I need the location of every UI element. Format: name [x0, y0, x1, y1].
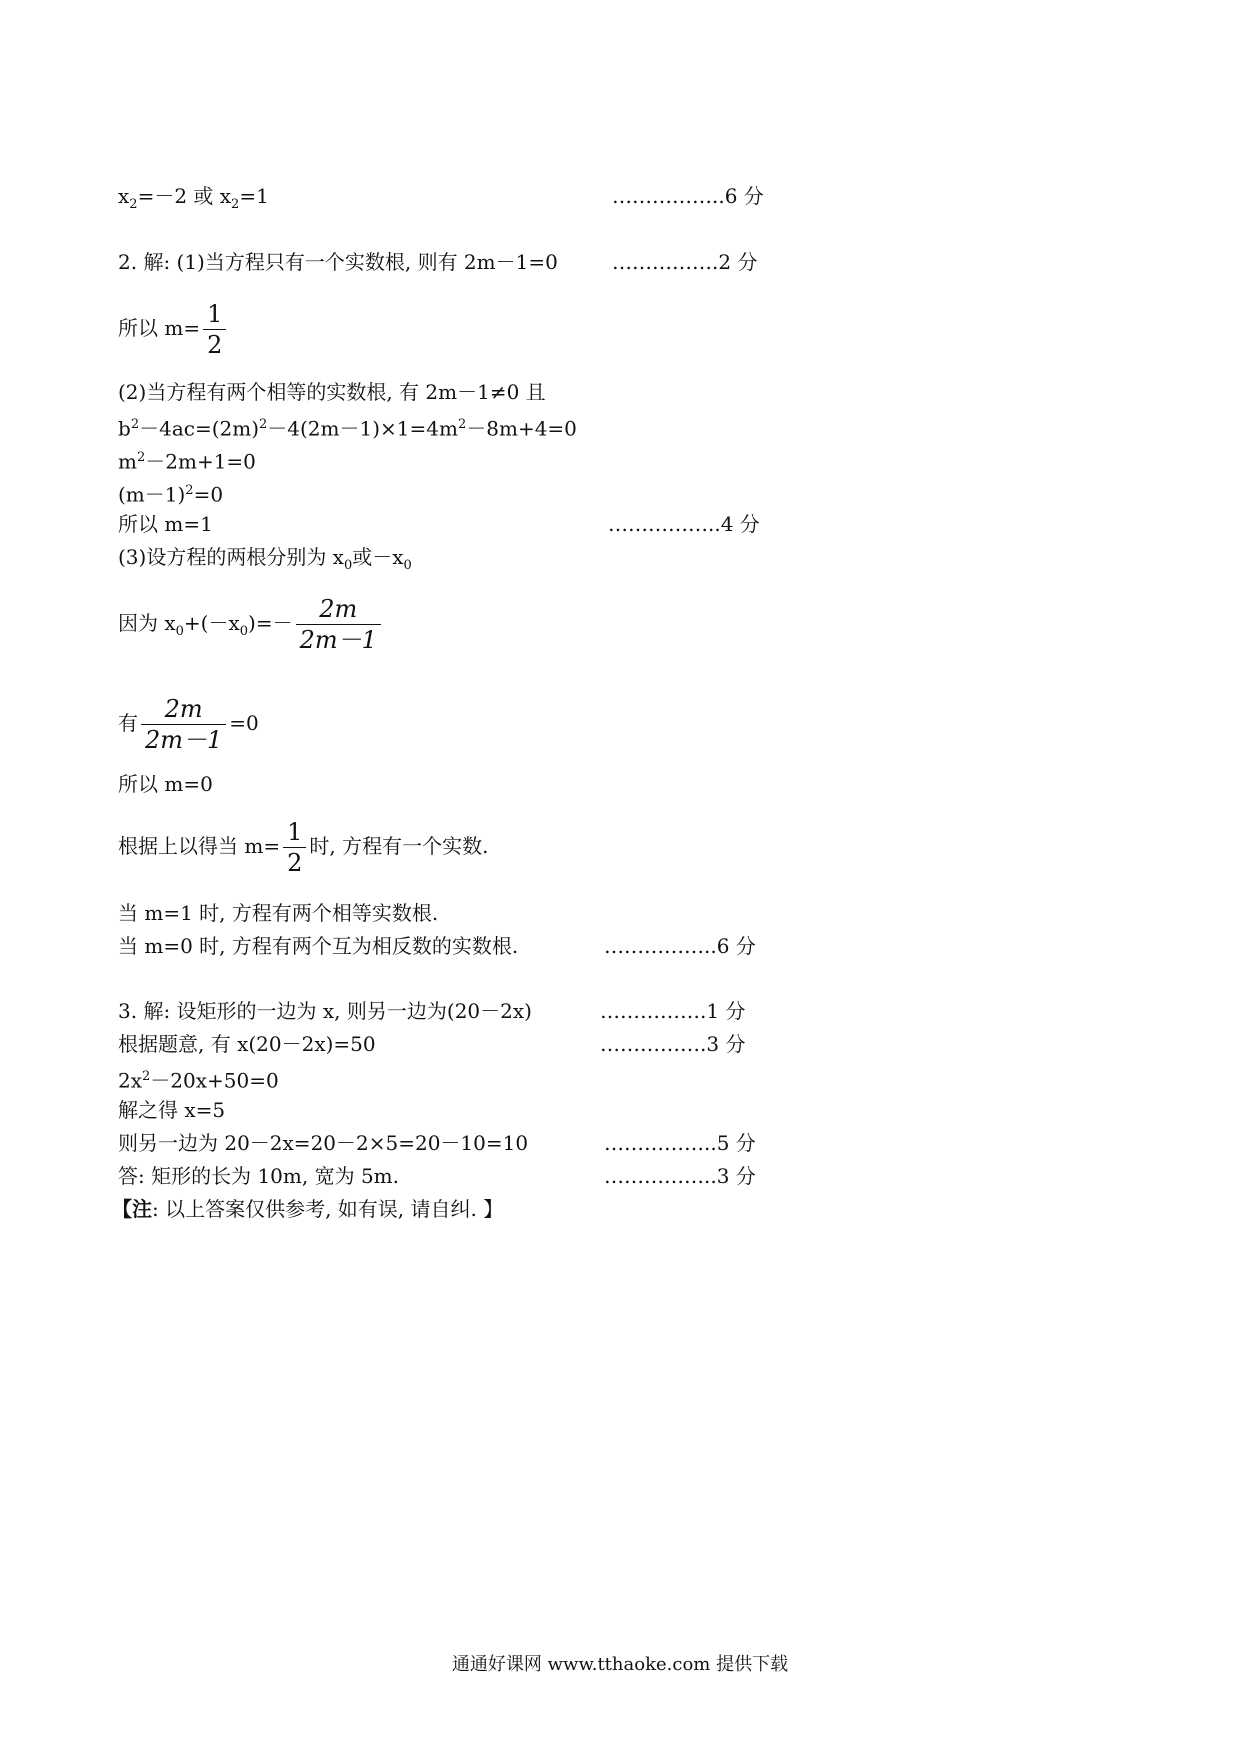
q3-quadratic-line: $2x^2-20x+50=0$ — [118, 1068, 279, 1093]
score-1: …………….1 分 — [600, 999, 746, 1023]
fraction-one-half-b: $\frac{1}{2}$ — [283, 817, 306, 878]
fraction-2m-over-2m-1-a: $\frac{2m}{2m-1}$ — [296, 594, 381, 655]
score-5: ……………..5 分 — [604, 1131, 756, 1155]
q3-other-side-line: 则另一边为 20－2x=20－2×5=20－10=10 — [118, 1131, 529, 1155]
conclusion-m0-line: 当 m=0 时, 方程有两个互为相反数的实数根. — [118, 934, 519, 958]
sum-of-roots-line: 因为 $x_0+(-x_0)=-$ $\frac{2m}{2m-1}$ — [118, 588, 384, 667]
q2-part1-line: 2. 解: (1)当方程只有一个实数根, 则有 2m－1=0 — [118, 250, 558, 274]
q2-part3-line: (3)设方程的两根分别为 $x_0$或$-x_0$ — [118, 545, 412, 573]
square-line: $(m-1)^2=0$ — [118, 482, 224, 507]
quadratic-line: $m^2-2m+1=0$ — [118, 449, 256, 474]
q2-m-half-line: 所以 m= $\frac{1}{2}$ — [118, 298, 229, 360]
fraction-one-half: $\frac{1}{2}$ — [203, 299, 226, 360]
score-6-b: ……………..6 分 — [604, 934, 756, 958]
fraction-equals-zero-line: 有 $\frac{2m}{2m-1}$ =0 — [118, 695, 259, 754]
score-3-a: …………….3 分 — [600, 1032, 746, 1056]
q3-setup-line: 3. 解: 设矩形的一边为 x, 则另一边为(20－2x) — [118, 999, 532, 1023]
discriminant-line: $b^2-4ac=(2m)^2-4(2m-1)\times 1=4m^2-8m+4=0$ — [118, 416, 577, 441]
m-equals-1-line: 所以 m=1 — [118, 512, 213, 536]
fraction-2m-over-2m-1-b: $\frac{2m}{2m-1}$ — [141, 694, 226, 755]
q3-equation-line: 根据题意, 有 x(20－2x)=50 — [118, 1032, 376, 1056]
page-footer: 通通好课网 www.tthaoke.com 提供下载 — [451, 1654, 789, 1675]
note-line: 【注: 以上答案仅供参考, 如有误, 请自纠. 】 — [112, 1197, 504, 1221]
m-equals-0-line: 所以 m=0 — [118, 772, 213, 796]
score-2-a: …………….2 分 — [612, 250, 758, 274]
score-4-a: ……………..4 分 — [608, 512, 760, 536]
q3-answer-line: 答: 矩形的长为 10m, 宽为 5m. — [118, 1164, 399, 1188]
line-x2-solutions: $x_2=-2$ 或 $x_2=1$ — [118, 184, 269, 212]
score-3-b: ……………..3 分 — [604, 1164, 756, 1188]
q3-solution-line: 解之得 x=5 — [118, 1098, 226, 1122]
q2-part2-line: (2)当方程有两个相等的实数根, 有 2m－1≠0 且 — [118, 380, 546, 404]
conclusion-half-line: 根据上以得当 m= $\frac{1}{2}$ 时, 方程有一个实数. — [118, 818, 489, 877]
conclusion-m1-line: 当 m=1 时, 方程有两个相等实数根. — [118, 901, 439, 925]
score-6-a: ……………..6 分 — [612, 184, 764, 208]
